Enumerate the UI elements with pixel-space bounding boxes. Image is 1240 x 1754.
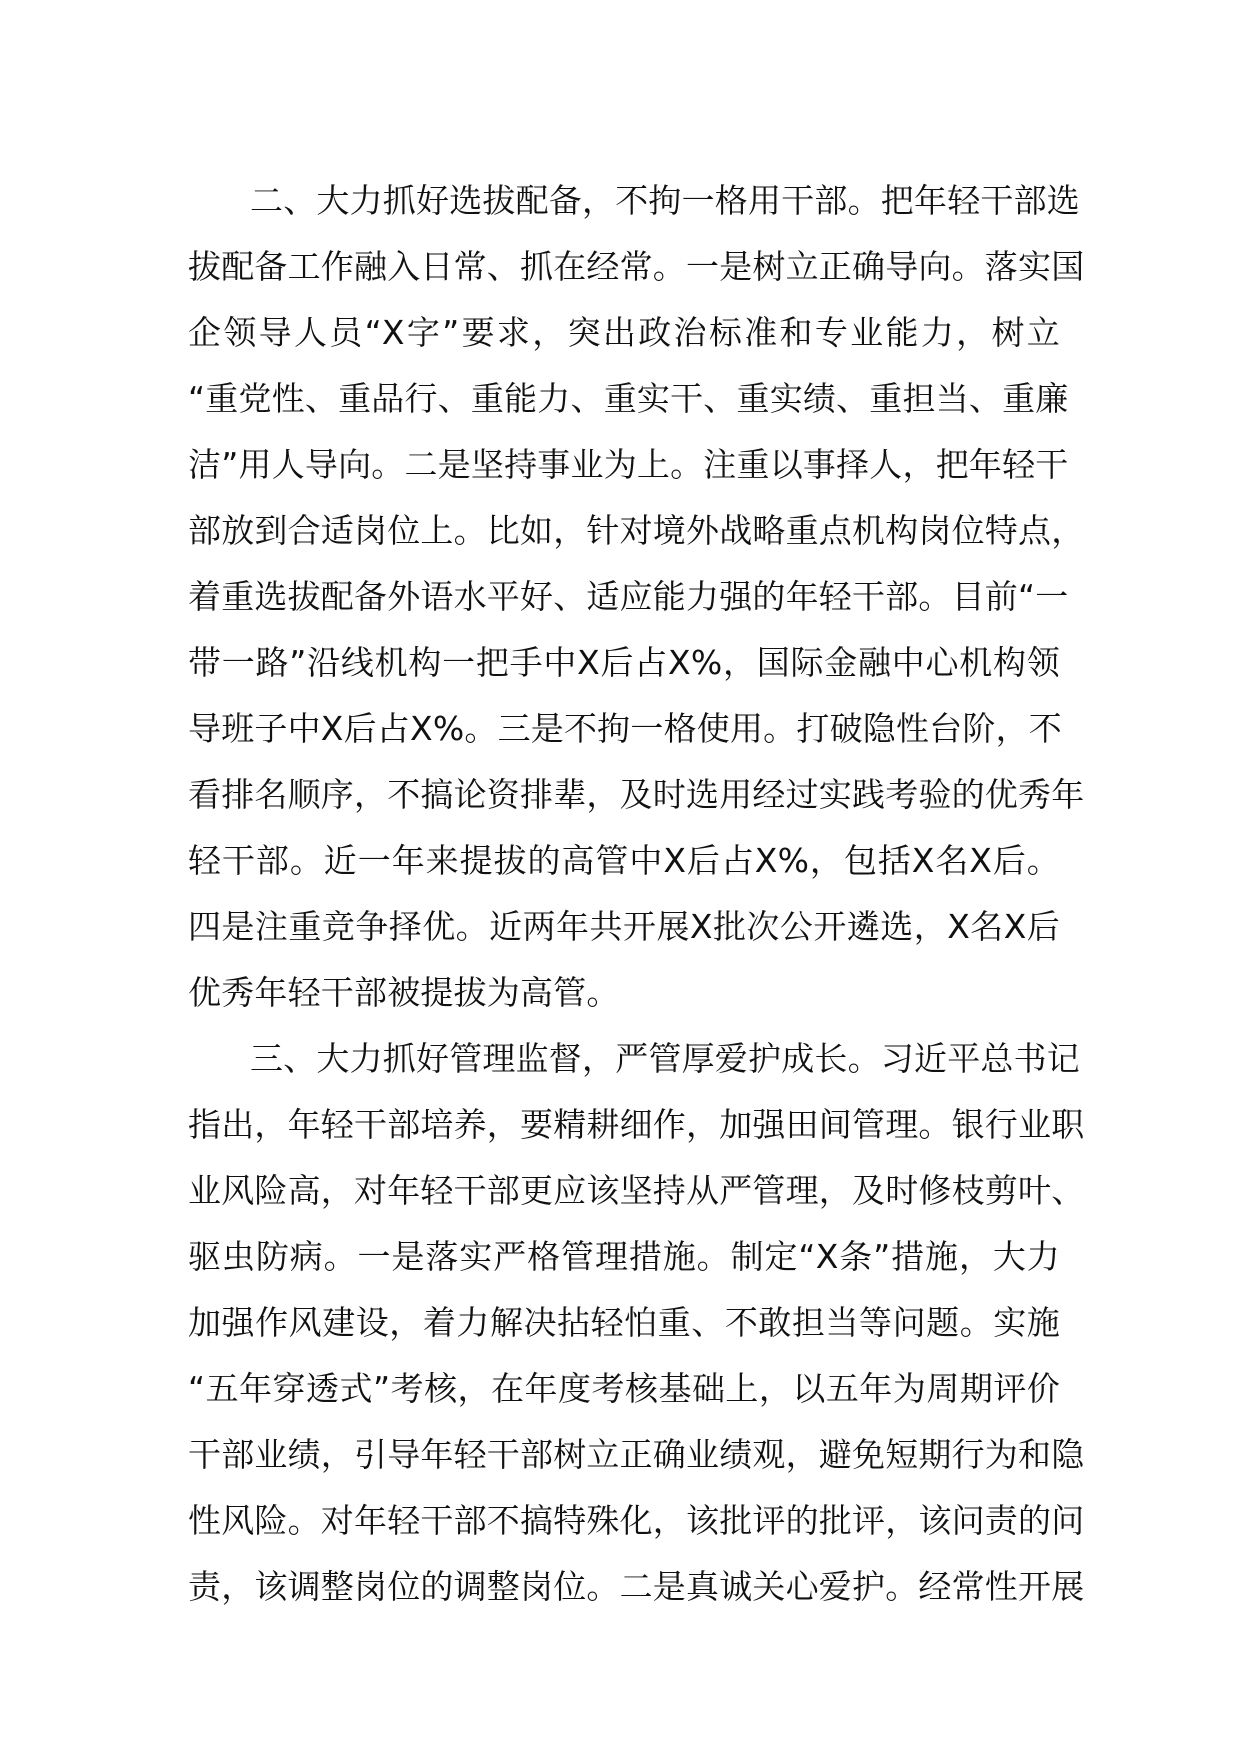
paragraph-line: 二、大力抓好选拔配备，不拘一格用干部。把年轻干部选: [250, 181, 1080, 220]
paragraph-line: 部放到合适岗位上。比如，针对境外战略重点机构岗位特点，: [188, 511, 1085, 550]
paragraph-section-3: [188, 1026, 1085, 1620]
paragraph-line: 拔配备工作融入日常、抓在经常。一是树立正确导向。落实国: [188, 247, 1085, 286]
paragraph-line: 轻干部。近一年来提拔的高管中X后占X%，包括X名X后。: [188, 841, 1060, 880]
paragraph-line: 导班子中X后占X%。三是不拘一格使用。打破隐性台阶，不: [188, 709, 1062, 748]
paragraph-line: 指出，年轻干部培养，要精耕细作，加强田间管理。银行业职: [188, 1105, 1085, 1144]
paragraph-line: 着重选拔配备外语水平好、适应能力强的年轻干部。目前“一: [188, 577, 1069, 616]
paragraph-section-2: [188, 168, 1085, 1026]
paragraph-line: 三、大力抓好管理监督，严管厚爱护成长。习近平总书记: [250, 1039, 1080, 1078]
document-body: [188, 168, 1085, 1620]
paragraph-line: 四是注重竞争择优。近两年共开展X批次公开遴选，X名X后: [188, 907, 1060, 946]
paragraph-line: 带一路”沿线机构一把手中X后占X%，国际金融中心机构领: [188, 643, 1060, 682]
paragraph-line: “重党性、重品行、重能力、重实干、重实绩、重担当、重廉: [188, 379, 1069, 418]
paragraph-line: 责，该调整岗位的调整岗位。二是真诚关心爱护。经常性开展: [188, 1567, 1085, 1606]
paragraph-line: 性风险。对年轻干部不搞特殊化，该批评的批评，该问责的问: [188, 1501, 1085, 1540]
paragraph-line: 洁”用人导向。二是坚持事业为上。注重以事择人，把年轻干: [188, 445, 1069, 484]
paragraph-line: 企领导人员“X字”要求，突出政治标准和专业能力，树立: [188, 313, 1060, 352]
paragraph-line: 加强作风建设，着力解决拈轻怕重、不敢担当等问题。实施: [188, 1303, 1060, 1342]
paragraph-line: 优秀年轻干部被提拔为高管。: [188, 973, 620, 1012]
paragraph-line: 干部业绩，引导年轻干部树立正确业绩观，避免短期行为和隐: [188, 1435, 1085, 1474]
paragraph-line: 看排名顺序，不搞论资排辈，及时选用经过实践考验的优秀年: [188, 775, 1085, 814]
paragraph-line: 业风险高，对年轻干部更应该坚持从严管理，及时修枝剪叶、: [188, 1171, 1085, 1210]
paragraph-line: “五年穿透式”考核，在年度考核基础上，以五年为周期评价: [188, 1369, 1060, 1408]
paragraph-line: 驱虫防病。一是落实严格管理措施。制定“X条”措施，大力: [188, 1237, 1060, 1276]
